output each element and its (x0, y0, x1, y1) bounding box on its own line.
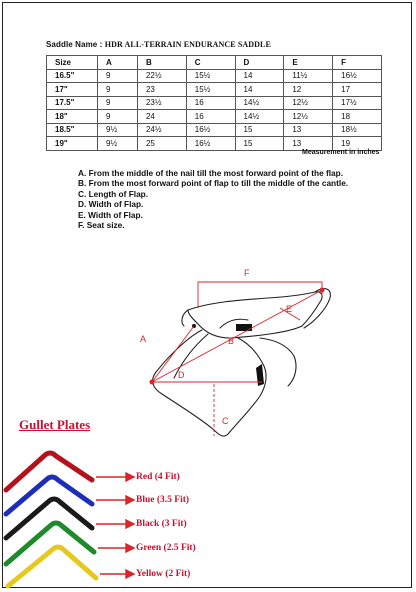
table-cell: 9 (98, 69, 138, 83)
stirrup-bar-block (236, 324, 252, 331)
table-cell: 9½ (98, 123, 138, 137)
table-cell: 13 (284, 137, 333, 151)
label-e: E (286, 304, 293, 314)
label-f: F (244, 268, 250, 278)
gullet-plates-title: Gullet Plates (19, 417, 91, 432)
table-cell: 18½ (333, 123, 382, 137)
table-cell: 17" (47, 83, 98, 97)
table-row (47, 137, 382, 151)
column-header: D (235, 56, 284, 70)
column-header: E (284, 56, 333, 70)
saddle-panel (260, 338, 296, 386)
table-cell: 12½ (284, 110, 333, 124)
table-row (47, 96, 382, 110)
table-cell: 16½ (333, 69, 382, 83)
saddle-name-line (46, 40, 271, 49)
saddle-diagram (110, 260, 350, 450)
table-cell: 15½ (186, 69, 235, 83)
table-cell: 17½ (333, 96, 382, 110)
plate-label-blue: Blue (3.5 Fit) (136, 495, 190, 505)
saddle-name-value: HDR ALL-TERRAIN ENDURANCE SADDLE (104, 40, 271, 49)
table-cell: 22½ (137, 69, 186, 83)
legend-item: E. Width of Flap. (78, 209, 143, 220)
table-cell: 23 (137, 83, 186, 97)
table-cell: 15½ (186, 83, 235, 97)
red-gullet-plate (6, 453, 92, 490)
table-cell: 14 (235, 69, 284, 83)
label-c: C (222, 416, 229, 426)
arrowhead-icon (126, 473, 134, 481)
table-cell: 12 (284, 83, 333, 97)
label-d: D (178, 370, 185, 380)
measurement-note: Measurement in inches (302, 149, 380, 156)
table-cell: 13 (284, 123, 333, 137)
plate-label-yellow: Yellow (2 Fit) (136, 569, 191, 579)
table-row (47, 83, 382, 97)
blue-gullet-plate (6, 477, 92, 514)
arrowhead-icon (126, 544, 134, 552)
plate-label-black: Black (3 Fit) (136, 519, 187, 529)
saddle-name-label: Saddle Name : (46, 40, 103, 49)
gullet-plates-illustration (0, 430, 140, 590)
column-header: F (333, 56, 382, 70)
saddle-cantle (304, 289, 330, 328)
point-marker (320, 288, 325, 293)
label-b: B (228, 336, 235, 346)
column-header: Size (47, 56, 98, 70)
table-header-row (47, 56, 382, 70)
table-cell: 23½ (137, 96, 186, 110)
column-header: C (186, 56, 235, 70)
legend-item: C. Length of Flap. (78, 188, 149, 199)
table-row (47, 123, 382, 137)
arrowhead-icon (126, 496, 134, 504)
table-cell: 24½ (137, 123, 186, 137)
a-measure-line (152, 326, 194, 382)
saddle-seat-outline (188, 292, 322, 338)
legend-item: B. From the most forward point of flap to till the middle of the cantle. (78, 178, 349, 189)
table-cell: 9 (98, 83, 138, 97)
column-header: B (137, 56, 186, 70)
legend-item: D. Width of Flap. (78, 199, 144, 210)
table-cell: 16 (186, 96, 235, 110)
measurement-legend (78, 168, 348, 230)
table-cell: 9½ (98, 137, 138, 151)
legend-item: F. Seat size. (78, 220, 125, 231)
saddle-flap-outline (153, 330, 266, 436)
size-table (46, 55, 382, 151)
column-header: A (98, 56, 138, 70)
table-row (47, 69, 382, 83)
point-marker (150, 380, 155, 385)
table-cell: 12½ (284, 96, 333, 110)
table-cell: 19 (333, 137, 382, 151)
table-cell: 16.5" (47, 69, 98, 83)
table-cell: 14½ (235, 110, 284, 124)
table-cell: 25 (137, 137, 186, 151)
table-cell: 16½ (186, 137, 235, 151)
f-measure-line (198, 282, 322, 308)
table-cell: 14 (235, 83, 284, 97)
table-row (47, 110, 382, 124)
table-cell: 11½ (284, 69, 333, 83)
table-cell: 18.5" (47, 123, 98, 137)
table-cell: 17.5" (47, 96, 98, 110)
table-cell: 16½ (186, 123, 235, 137)
billet-strap (256, 364, 264, 386)
table-cell: 9 (98, 110, 138, 124)
table-cell: 16 (186, 110, 235, 124)
table-cell: 18 (333, 110, 382, 124)
plate-label-green: Green (2.5 Fit) (136, 543, 196, 553)
table-cell: 24 (137, 110, 186, 124)
table-cell: 18" (47, 110, 98, 124)
legend-item: A. From the middle of the nail till the most forward point of the flap. (78, 168, 344, 178)
table-cell: 19" (47, 137, 98, 151)
table-cell: 17 (333, 83, 382, 97)
table-cell: 15 (235, 137, 284, 151)
label-a: A (140, 334, 147, 344)
plate-label-red: Red (4 Fit) (136, 472, 180, 482)
arrowhead-icon (126, 520, 134, 528)
table-cell: 9 (98, 96, 138, 110)
table-cell: 15 (235, 123, 284, 137)
saddle-pommel (182, 310, 188, 326)
arrowhead-icon (126, 570, 134, 578)
table-cell: 14½ (235, 96, 284, 110)
